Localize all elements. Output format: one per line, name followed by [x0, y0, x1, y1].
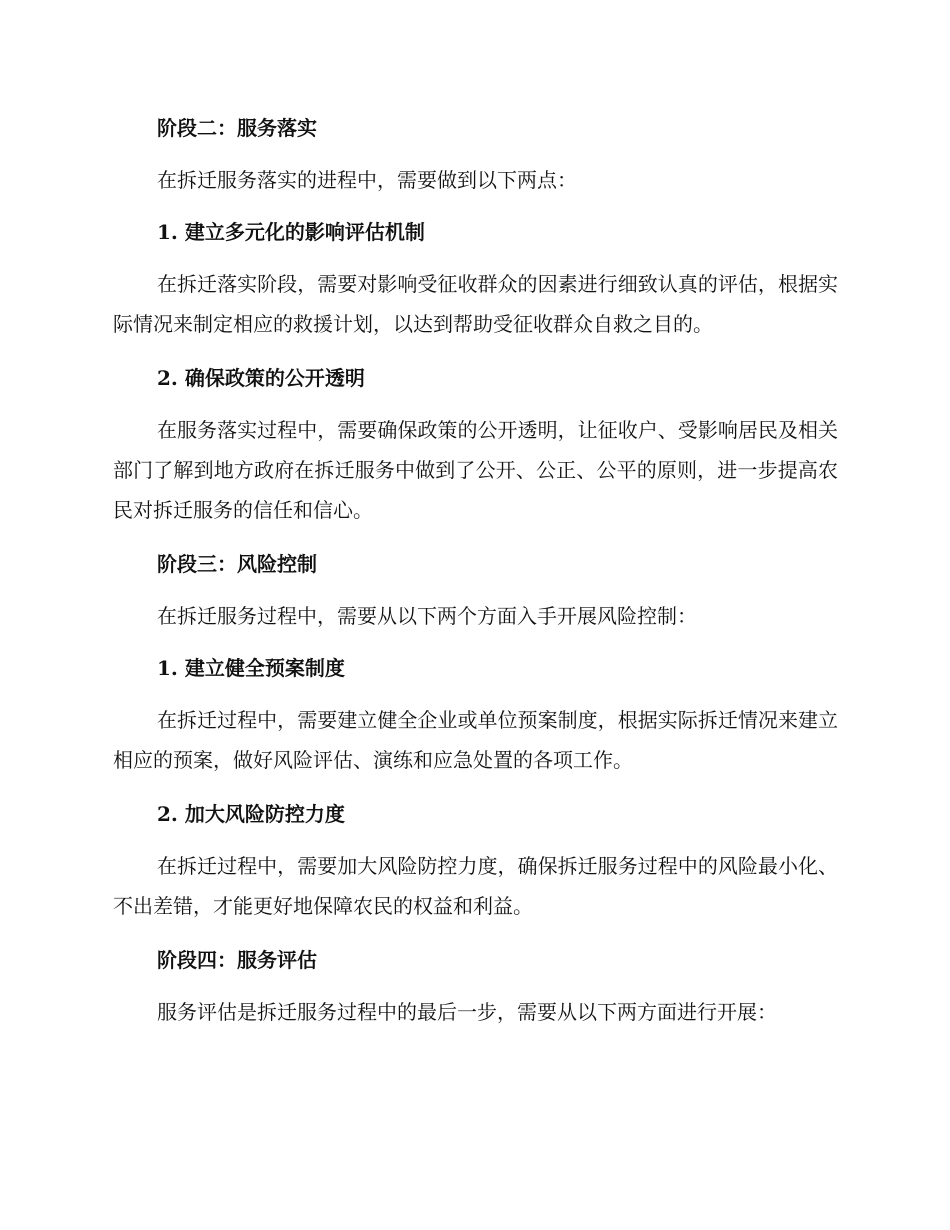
paragraph-risk-prevention: 在拆迁过程中，需要加大风险防控力度，确保拆迁服务过程中的风险最小化、不出差错，才能更好地保障农民的权益和利益。	[113, 854, 838, 918]
section-heading-stage-2: 阶段二：服务落实	[157, 116, 317, 140]
paragraph-policy-transparency: 在服务落实过程中，需要确保政策的公开透明，让征收户、受影响居民及相关部门了解到地方政府在拆迁服务中做到了公开、公正、公平的原则，进一步提高农民对拆迁服务的信任和信心。	[113, 418, 838, 522]
subheading-impact-assessment: 1. 建立多元化的影响评估机制	[157, 220, 425, 244]
subheading-risk-prevention: 2. 加大风险防控力度	[157, 802, 345, 826]
paragraph-contingency-plan: 在拆迁过程中，需要建立健全企业或单位预案制度，根据实际拆迁情况来建立相应的预案，做好风险评估、演练和应急处置的各项工作。	[113, 708, 838, 772]
section-heading-stage-3: 阶段三：风险控制	[157, 552, 317, 576]
subheading-policy-transparency: 2. 确保政策的公开透明	[157, 366, 365, 390]
paragraph-impact-assessment: 在拆迁落实阶段，需要对影响受征收群众的因素进行细致认真的评估，根据实际情况来制定相应的救援计划，以达到帮助受征收群众自救之目的。	[113, 272, 838, 336]
paragraph-stage-3-intro: 在拆迁服务过程中，需要从以下两个方面入手开展风险控制：	[157, 604, 697, 628]
paragraph-stage-2-intro: 在拆迁服务落实的进程中，需要做到以下两点：	[157, 168, 577, 192]
paragraph-stage-4-intro: 服务评估是拆迁服务过程中的最后一步，需要从以下两方面进行开展：	[157, 1000, 777, 1024]
section-heading-stage-4: 阶段四：服务评估	[157, 948, 317, 972]
document-body	[113, 108, 838, 1032]
subheading-contingency-plan: 1. 建立健全预案制度	[157, 656, 345, 680]
